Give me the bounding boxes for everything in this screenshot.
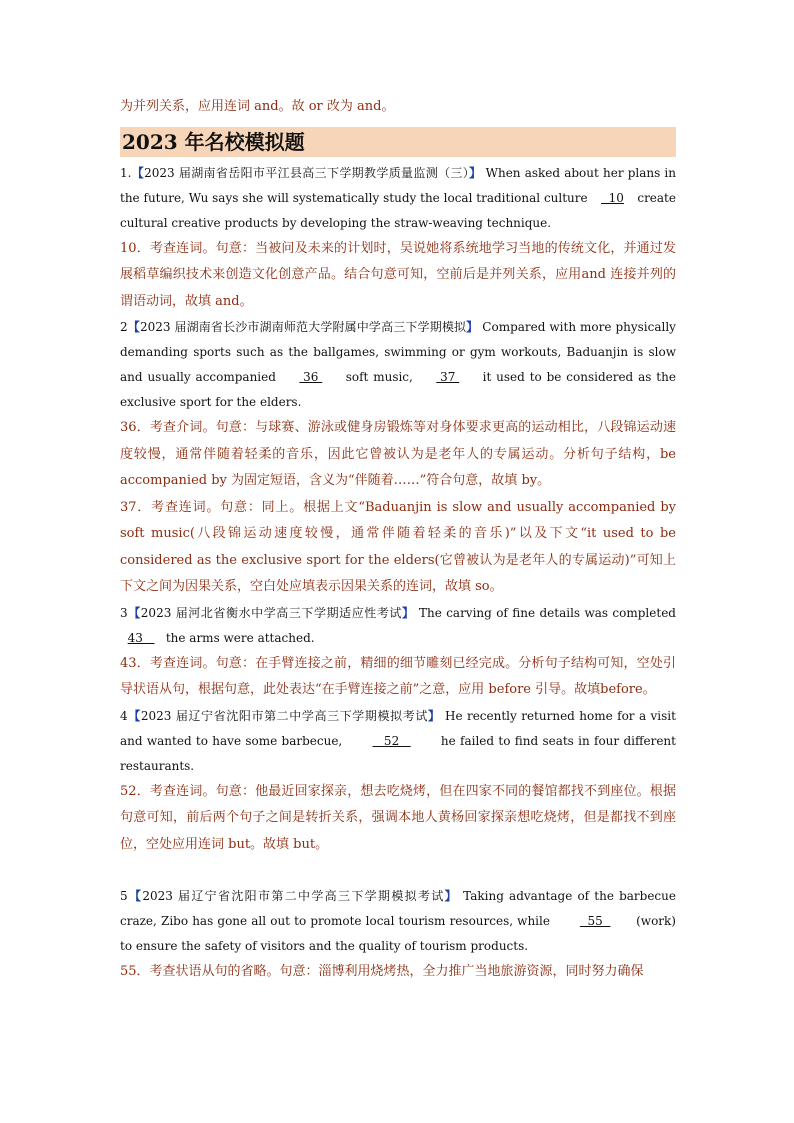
answer-explanation: 55．考查状语从句的省略。句意：淄博利用烧烤热，全力推广当地旅游资源，同时努力确保 (120, 964, 644, 979)
question-part: (work) to ensure the safety of visitors and the quality of tourism products. (120, 914, 676, 953)
question-number: 2 (120, 320, 128, 334)
answer-explanation: 10．考查连词。句意：当被问及未来的计划时，吴说她将系统地学习当地的传统文化，并通过发展稻草编织技术来创造文化创意产品。结合句意可知，空前后是并列关系，应用and 连接并列的谓语动词，故填 and。 (120, 240, 676, 309)
answer-blank: 52 (372, 733, 411, 748)
question-item-1 (120, 161, 676, 316)
question-part: it used to be considered as the exclusive sport for the elders. (120, 370, 676, 409)
bracket-open: 【 (127, 708, 141, 723)
question-number: 4 (120, 708, 128, 723)
section-heading: 2023 年名校模拟题 (120, 127, 676, 157)
bracket-close: 】 (402, 605, 415, 620)
answer-blank: 55 (579, 914, 611, 928)
bracket-open: 【 (131, 165, 145, 180)
intro-line: 为并列关系，应用连词 and。故 or 改为 and。 (120, 99, 395, 114)
bracket-open: 【 (127, 605, 141, 620)
answer-blank: 10 (601, 190, 624, 205)
question-source: 2023 届河北省衡水中学高三下学期适应性考试 (140, 605, 402, 620)
question-part: The carving of fine details was completed (418, 605, 676, 620)
document-page (120, 94, 676, 986)
answer-explanation: 52．考查连词。句意：他最近回家探亲，想去吃烧烤，但在四家不同的餐馆都找不到座位。根据句意可知，前后两个句子之间是转折关系，强调本地人黄杨回家探亲想吃烧烤，但是都找不到座位，空处应用连词 but。故填 but。 (120, 783, 676, 852)
question-text (120, 161, 676, 236)
question-text (120, 315, 676, 415)
question-number: 3 (120, 605, 128, 620)
answer-blank: 43 (127, 630, 155, 645)
answer-blank: 36 (299, 370, 323, 384)
bracket-open: 【 (127, 320, 140, 334)
question-part: create cultural creative products by developing the straw-weaving technique. (120, 190, 676, 230)
question-source: 2023 届辽宁省沈阳市第二中学高三下学期模拟考试 (142, 889, 445, 903)
question-text (120, 884, 676, 959)
question-part: Compared with more physically demanding sports such as the ballgames, swimming or gym workouts, Baduanjin is slow and usually accompanied (120, 320, 676, 384)
bracket-open: 【 (127, 889, 143, 903)
bracket-close: 】 (469, 165, 482, 180)
question-source: 2023 届湖南省长沙市湖南师范大学附属中学高三下学期模拟 (139, 320, 467, 334)
spacer (120, 858, 676, 884)
question-part: He recently returned home for a visit and wanted to have some barbecue, (120, 708, 676, 748)
question-text (120, 601, 676, 651)
question-part: the arms were attached. (165, 630, 315, 645)
question-part: he failed to find seats in four different restaurants. (120, 733, 676, 773)
question-part: soft music, (345, 370, 413, 384)
question-number: 5 (120, 889, 128, 903)
bracket-close: 】 (444, 889, 458, 903)
bracket-close: 】 (427, 708, 441, 723)
question-number: 1. (120, 165, 132, 180)
question-part: When asked about her plans in the future, Wu says she will systematically study the local traditional culture (120, 165, 676, 205)
answer-explanation: 36．考查介词。句意：与球赛、游泳或健身房锻炼等对身体要求更高的运动相比，八段锦运动速度较慢，通常伴随着轻柔的音乐，因此它曾被认为是老年人的专属运动。分析句子结构，be accompanied by 为固定短语，含义为“伴随着……”符合句意，故填 by。 (120, 420, 676, 488)
answer-explanation: 37．考查连词。句意：同上。根据上文“Baduanjin is slow and usually accompanied by soft music(八段锦运动速度较慢，通常伴随着轻柔的音乐)”以及下文“it used to be considered as the exclusive sport for the elders(它曾被认为是老年人的专属运动)”可知上下文之间为因果关系，空白处应填表示因果关系的连词，故填 so。 (120, 499, 676, 594)
answer-blank: 37 (436, 370, 460, 384)
question-text (120, 704, 676, 779)
bracket-close: 】 (466, 320, 479, 334)
question-item-5 (120, 884, 676, 986)
question-item-4 (120, 704, 676, 859)
answer-explanation: 43．考查连词。句意：在手臂连接之前，精细的细节雕刻已经完成。分析句子结构可知，空处引导状语从句，根据句意，此处表达“在手臂连接之前”之意，应用 before 引导。故填before。 (120, 655, 676, 697)
question-source: 2023 届辽宁省沈阳市第二中学高三下学期模拟考试 (140, 708, 428, 723)
question-source: 2023 届湖南省岳阳市平江县高三下学期教学质量监测（三） (144, 165, 470, 180)
question-part: Taking advantage of the barbecue craze, Zibo has gone all out to promote local tourism resources, while (120, 889, 676, 928)
question-item-3 (120, 601, 676, 704)
question-item-2 (120, 315, 676, 601)
